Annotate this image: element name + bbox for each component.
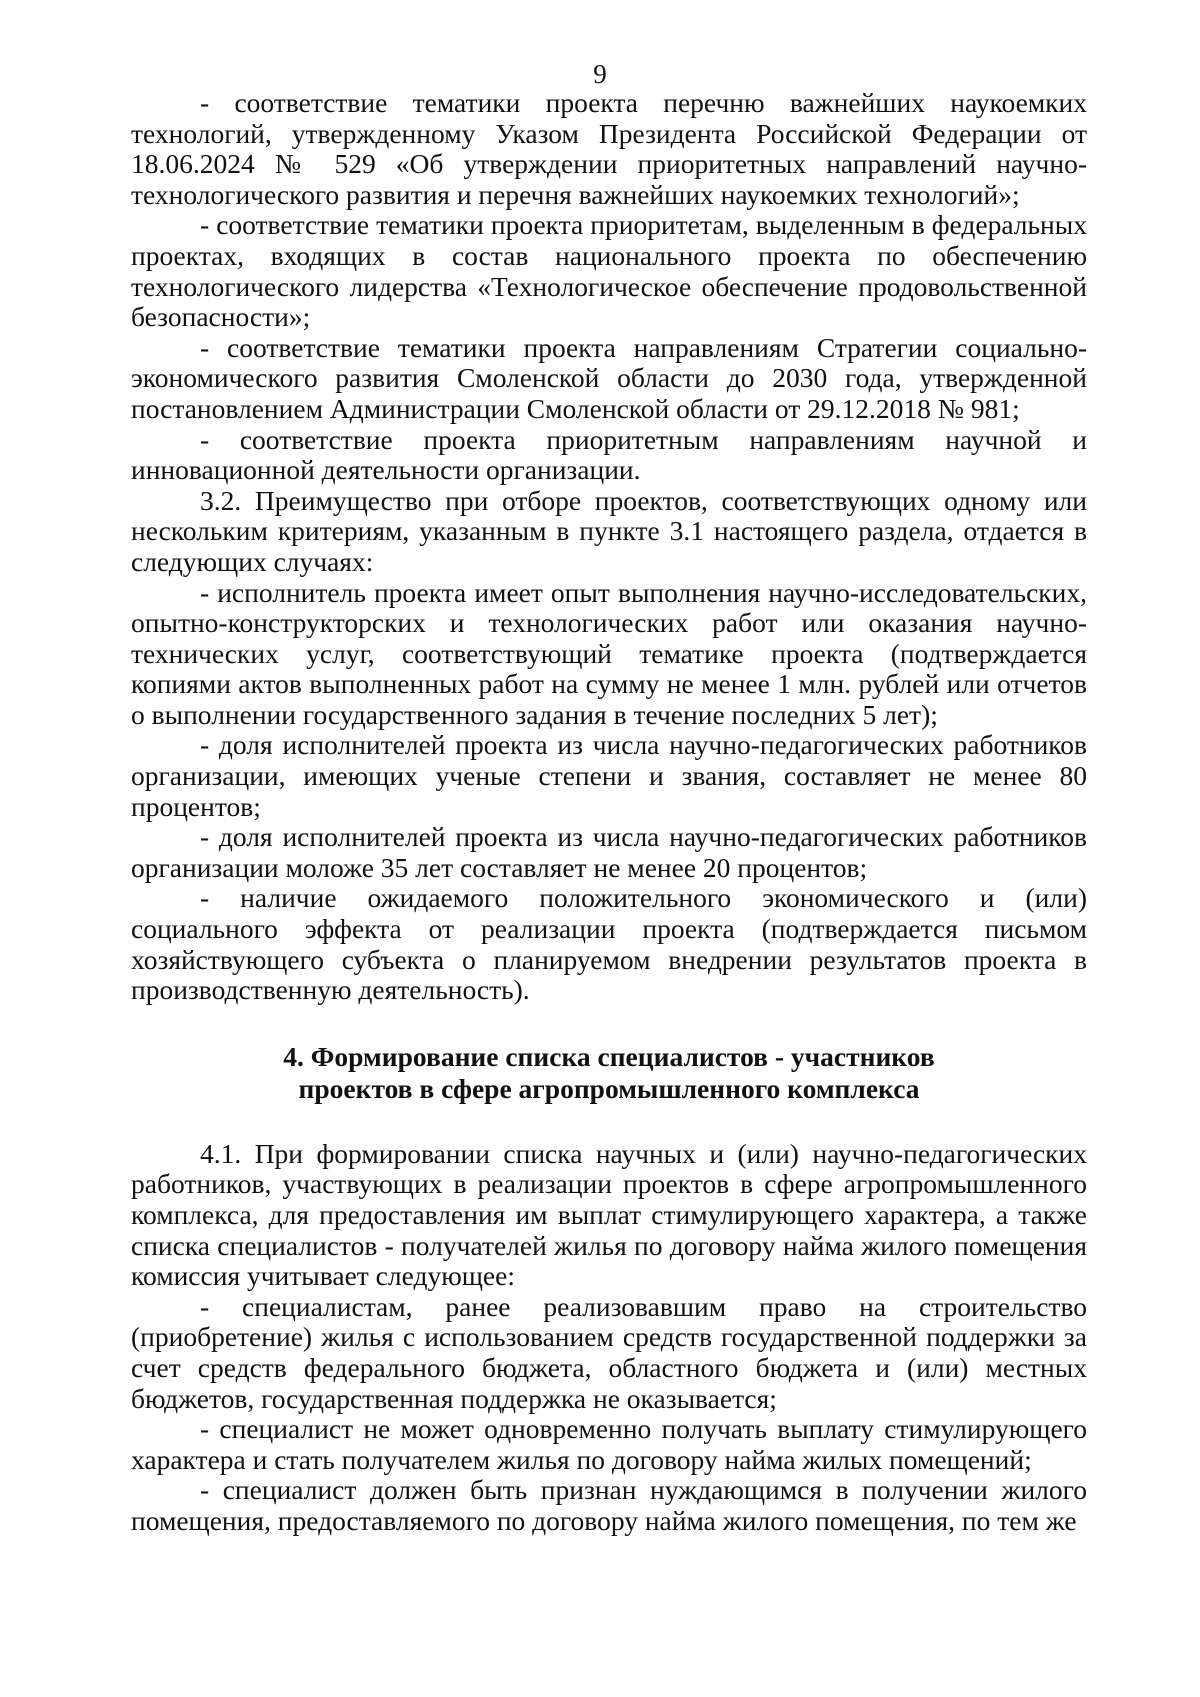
paragraph-4-1: 4.1. При формировании списка научных и (или) научно-педагогических работников, участвующих в реализации проектов в сфере агропромышленного комплекса, для предоставления им выплат стимулирующего характера, а также списка специалистов - получателей жилья по договору найма жилого помещения комиссия учитывает следующее: (131, 1137, 1087, 1292)
paragraph-advantage-young: - доля исполнителей проекта из числа научно-педагогических работников организации моложе 35 лет составляет не менее 20 процентов; (131, 821, 1087, 883)
section-heading-line-1: 4. Формирование списка специалистов - участников (283, 1040, 935, 1072)
paragraph-rule-housing-need: - специалист должен быть признан нуждающимся в получении жилого помещения, предоставляемого по договору найма жилого помещения, по тем же (131, 1474, 1087, 1536)
paragraph-advantage-experience: - исполнитель проекта имеет опыт выполнения научно-исследовательских, опытно-конструкторских и технологических работ или оказания научно-технических услуг, соответствующий тематике проекта (подтверждается копиями актов выполненных работ на сумму не менее 1 млн. рублей или отчетов о выполнении государственного задания в течение последних 5 лет); (131, 576, 1087, 730)
paragraph-criterion-technologies: - соответствие тематики проекта перечню важнейших наукоемких технологий, утвержденному Указом Президента Российской Федерации от 18.06.2024 № 529 «Об утверждении приоритетных направлений научно-технологического развития и перечня важнейших наукоемких технологий»; (131, 87, 1087, 210)
paragraph-advantage-degrees: - доля исполнителей проекта из числа научно-педагогических работников организации, имеющих ученые степени и звания, составляет не менее 80 процентов; (131, 729, 1087, 822)
section-heading (131, 1041, 1087, 1105)
paragraph-rule-single-benefit: - специалист не может одновременно получать выплату стимулирующего характера и стать получателем жилья по договору найма жилых помещений; (131, 1413, 1087, 1475)
paragraph-rule-prior-support: - специалистам, ранее реализовавшим право на строительство (приобретение) жилья с использованием средств государственной поддержки за счет средств федерального бюджета, областного бюджета и (или) местных бюджетов, государственная поддержка не оказывается; (131, 1290, 1087, 1414)
paragraph-advantage-effect: - наличие ожидаемого положительного экономического и (или) социального эффекта от реализации проекта (подтверждается письмом хозяйствующего субъекта о планируемом внедрении результатов проекта в производственную деятельность). (131, 882, 1087, 1006)
section-heading-line-2: проектов в сфере агропромышленного комплекса (298, 1072, 920, 1104)
paragraph-criterion-strategy: - соответствие тематики проекта направлениям Стратегии социально-экономического развития Смоленской области до 2030 года, утвержденной постановлением Администрации Смоленской области от 29.12.2018 № 981; (131, 331, 1087, 424)
page-number: 9 (593, 59, 607, 89)
paragraph-criterion-federal-projects: - соответствие тематики проекта приоритетам, выделенным в федеральных проектах, входящих в состав национального проекта по обеспечению технологического лидерства «Технологическое обеспечение продовольственной безопасности»; (131, 209, 1087, 333)
paragraph-criterion-organization: - соответствие проекта приоритетным направлениям научной и инновационной деятельности организации. (131, 423, 1087, 486)
document-body (131, 88, 1087, 1537)
paragraph-3-2: 3.2. Преимущество при отборе проектов, соответствующих одному или нескольким критериям, указанным в пункте 3.1 настоящего раздела, отдается в следующих случаях: (131, 484, 1087, 577)
